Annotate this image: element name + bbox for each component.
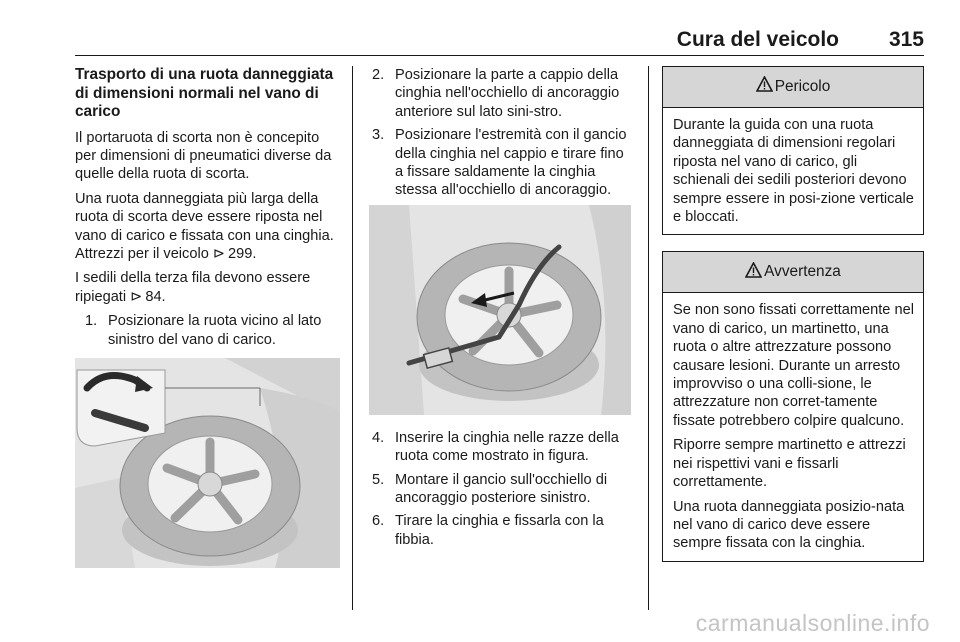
paragraph: Una ruota danneggiata posizio-nata nel vano di carico deve essere sempre fissata con la cinghia. — [673, 498, 905, 552]
page-header — [75, 26, 924, 56]
paragraph: Una ruota danneggiata più larga della ruota di scorta deve essere riposta nel vano di carico e fissata con una cinghia. Attrezzi per il veicolo ⊳ 299. — [75, 190, 334, 262]
warning-box — [662, 251, 924, 561]
paragraph: Il portaruota di scorta non è concepito per dimensioni di pneumatici diverse da quelle della ruota di scorta. — [75, 129, 332, 183]
step-item — [372, 471, 634, 508]
arrow-ref-icon: ⊳ — [212, 245, 226, 262]
step-item — [372, 512, 634, 549]
illustration-strap-through-spokes — [369, 205, 631, 415]
step-text: Posizionare la parte a cappio della cinghia nell'occhiello di ancoraggio anteriore sul lato sini-stro. — [395, 67, 620, 120]
page-reference-link[interactable]: 299. — [228, 245, 257, 262]
paragraph: Se non sono fissati correttamente nel vano di carico, un martinetto, una ruota o altre attrezzature possono causare lesioni. Durante un arresto improvviso o una colli-sione, le attrezzature non corret-tamente fissate potrebbero colpire qualcuno. — [673, 302, 914, 429]
step-number: 4. — [372, 429, 385, 446]
paragraph: I sedili della terza fila devono essere ripiegati ⊳ 84. — [75, 270, 311, 305]
step-text: Montare il gancio sull'occhiello di ancoraggio posteriore sinistro. — [395, 471, 608, 507]
page-reference-link[interactable]: 84. — [145, 288, 166, 305]
warning-triangle-icon — [756, 76, 773, 97]
danger-box — [662, 66, 924, 235]
step-number: 3. — [372, 127, 385, 144]
step-text: Inserire la cinghia nelle razze della ruota come mostrato in figura. — [395, 429, 619, 465]
warning-box-body — [663, 293, 923, 560]
step-text: Tirare la cinghia e fissarla con la fibbia. — [395, 513, 604, 548]
column-divider — [648, 66, 649, 610]
step-text: Posizionare la ruota vicino al lato sinistro del vano di carico. — [108, 313, 322, 348]
step-number: 1. — [85, 313, 98, 330]
column-left — [75, 66, 340, 568]
column-right — [662, 66, 924, 576]
column-divider — [352, 66, 353, 610]
step-text: Posizionare l'estremità con il gancio della cinghia nel cappio e tirare fino a fissare saldamente la cinghia stessa all'occhiello di ancoraggio. — [395, 127, 627, 199]
arrow-ref-icon: ⊳ — [130, 288, 143, 305]
step-item — [75, 312, 340, 349]
step-number: 5. — [372, 471, 385, 488]
page-number: 315 — [888, 28, 924, 51]
illustration-wheel-placement — [75, 358, 340, 568]
danger-box-header — [663, 67, 923, 108]
watermark: carmanualsonline.info — [695, 610, 930, 636]
step-number: 6. — [372, 513, 385, 530]
step-item — [372, 66, 634, 121]
page-title: Cura del veicolo — [676, 28, 839, 51]
paragraph: Riporre sempre martinetto e attrezzi nei rispettivi vani e fissarli correttamente. — [673, 437, 906, 491]
danger-box-body — [663, 108, 923, 234]
warning-box-title: Avvertenza — [764, 263, 841, 281]
step-number: 2. — [372, 67, 385, 83]
section-heading: Trasporto di una ruota danneggiata di dimensioni normali nel vano di carico — [75, 66, 334, 120]
warning-box-header — [663, 252, 923, 293]
column-middle — [372, 66, 634, 554]
paragraph: Durante la guida con una ruota danneggiata di dimensioni regolari riposta nel vano di carico, gli schienali dei sedili posteriori devono sempre essere in posi-zione verticale e bloccati. — [673, 117, 914, 226]
warning-triangle-icon — [745, 262, 762, 283]
step-item — [372, 126, 634, 200]
danger-box-title: Pericolo — [774, 77, 831, 95]
step-item — [372, 429, 634, 466]
